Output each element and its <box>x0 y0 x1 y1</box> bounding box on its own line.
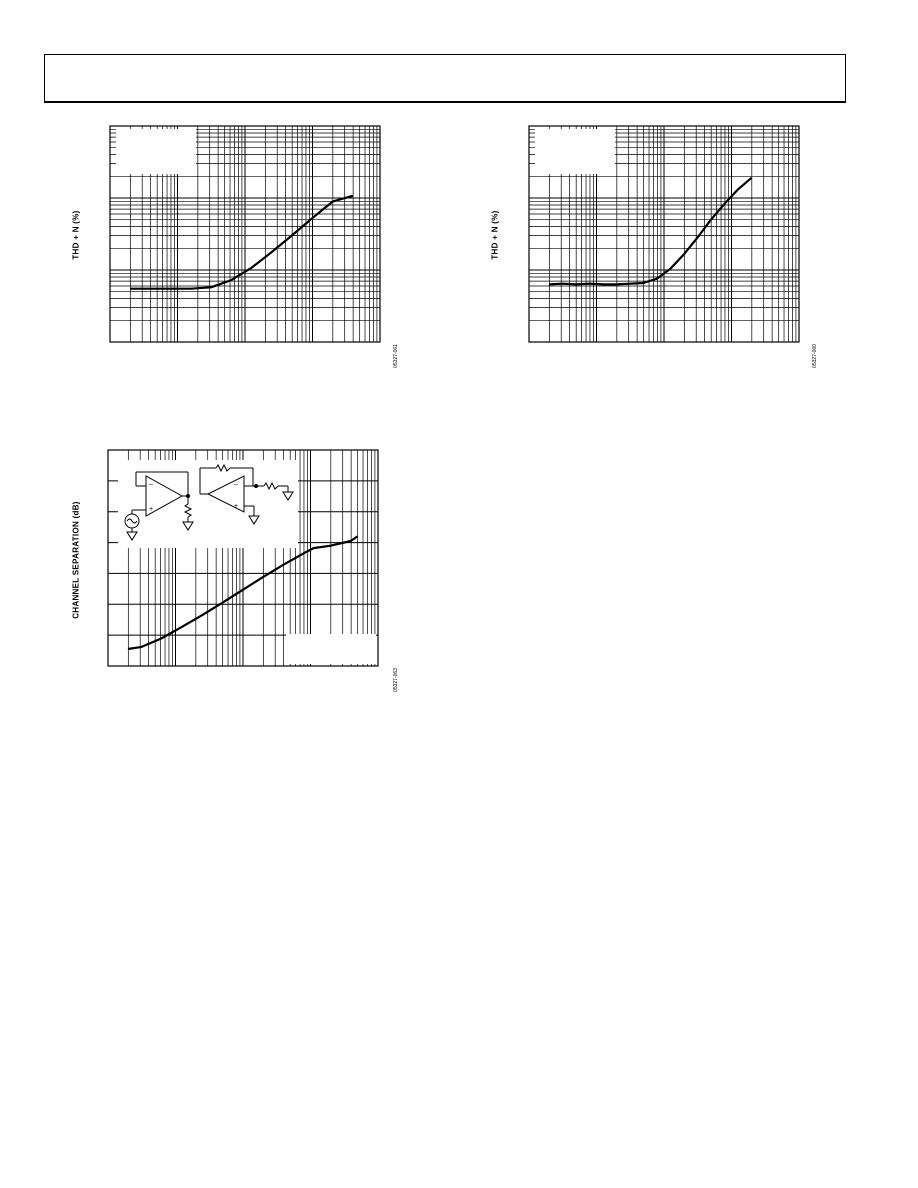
test-circuit-inset <box>118 460 298 548</box>
y-axis-label: THD + N (%) <box>490 210 500 260</box>
figure-id: 05327-060 <box>812 344 818 368</box>
data-series-line <box>130 196 353 289</box>
svg-text:–: – <box>149 481 153 488</box>
thd-chart-left <box>110 126 380 342</box>
figure-id: 05327-061 <box>393 344 399 368</box>
svg-text:–: – <box>234 481 238 488</box>
thd-chart-right <box>529 126 799 342</box>
svg-text:+: + <box>149 506 154 513</box>
channel-separation-chart <box>108 450 378 666</box>
legend-box <box>286 634 376 664</box>
y-axis-label: THD + N (%) <box>71 210 81 260</box>
y-axis-label: CHANNEL SEPARATION (dB) <box>71 501 81 619</box>
legend-box <box>535 129 615 174</box>
legend-box <box>116 129 196 174</box>
svg-text:+: + <box>234 503 239 510</box>
figure-id: 05327-063 <box>393 668 399 692</box>
page-header-box <box>44 54 846 103</box>
